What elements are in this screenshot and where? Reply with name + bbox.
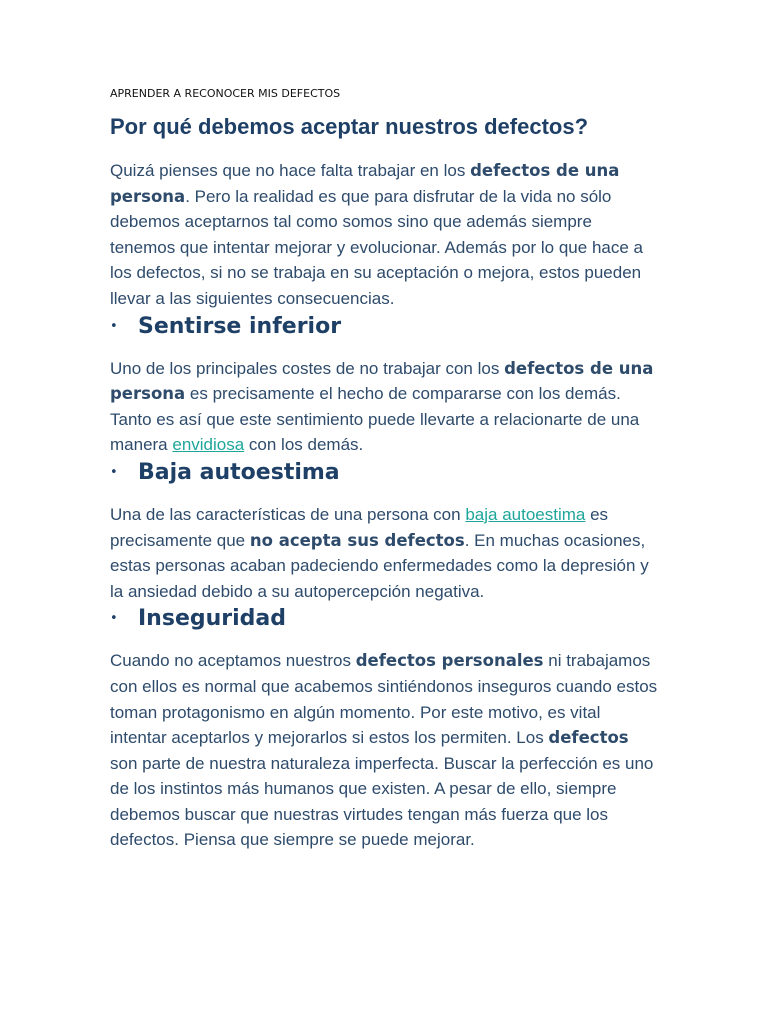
category-label: APRENDER A RECONOCER MIS DEFECTOS xyxy=(110,87,341,100)
para-text: con los demás. xyxy=(244,435,364,455)
section-heading-baja-autoestima xyxy=(110,458,660,488)
link-baja-autoestima[interactable]: baja autoestima xyxy=(465,504,586,524)
para-text: Una de las características de una persona con xyxy=(110,504,466,524)
intro-text-2: . Pero la realidad es que para disfrutar de la vida no sólo debemos aceptarnos tal como somos sino que además siempre tenemos que intentar mejorar y evolucionar. Además por lo que hace a los defectos, si no se trabaja en su aceptación o mejora, estos pueden llevar a las siguientes consecuencias. xyxy=(110,186,643,308)
para-text: . En muchas ocasiones, estas personas acaban padeciendo enfermedades como la depresión y la ansiedad debido a su autopercepción negativa. xyxy=(110,530,649,601)
intro-paragraph xyxy=(110,158,660,312)
bullet-icon: • xyxy=(110,464,118,480)
para-bold: defectos xyxy=(548,728,629,748)
intro-text-1: Quizá pienses que no hace falta trabajar en los xyxy=(110,161,471,180)
bullet-icon: • xyxy=(110,318,118,334)
section-paragraph-inseguridad xyxy=(110,648,660,853)
section-paragraph-baja-autoestima xyxy=(110,502,660,604)
section-paragraph-sentirse-inferior xyxy=(110,356,660,458)
para-text: es precisamente que xyxy=(110,504,609,550)
link-envidiosa[interactable]: envidiosa xyxy=(172,435,245,455)
para-text: es precisamente el hecho de compararse con los demás. Tanto es así que este sentimiento puede llevarte a relacionarte de una manera xyxy=(110,384,640,455)
para-text: son parte de nuestra naturaleza imperfecta. Buscar la perfección es uno de los instintos más humanos que existen. A pesar de ello, siempre debemos buscar que nuestras virtudes tengan más fuerza que los defectos. Piensa que siempre se puede mejorar. xyxy=(110,753,654,850)
section-title: Sentirse inferior xyxy=(138,313,342,339)
section-heading-sentirse-inferior xyxy=(110,312,660,342)
para-bold: defectos de una persona xyxy=(110,358,654,404)
section-title: Inseguridad xyxy=(138,606,287,632)
article-title: Por qué debemos aceptar nuestros defectos? xyxy=(110,114,589,139)
para-text: Uno de los principales costes de no trabajar con los xyxy=(110,358,505,378)
para-text: Cuando no aceptamos nuestros xyxy=(110,651,356,671)
para-bold: defectos personales xyxy=(355,651,544,671)
para-bold: no acepta sus defectos xyxy=(249,530,465,550)
intro-bold-1: defectos de una persona xyxy=(110,161,620,206)
section-title: Baja autoestima xyxy=(138,459,340,485)
bullet-icon: • xyxy=(110,611,118,627)
para-text: ni trabajamos con ellos es normal que acabemos sintiéndonos inseguros cuando estos toman protagonismo en algún momento. Por este motivo, es vital intentar aceptarlos y mejorarlos si estos los permiten. Los xyxy=(110,651,658,748)
section-heading-inseguridad xyxy=(110,604,660,634)
